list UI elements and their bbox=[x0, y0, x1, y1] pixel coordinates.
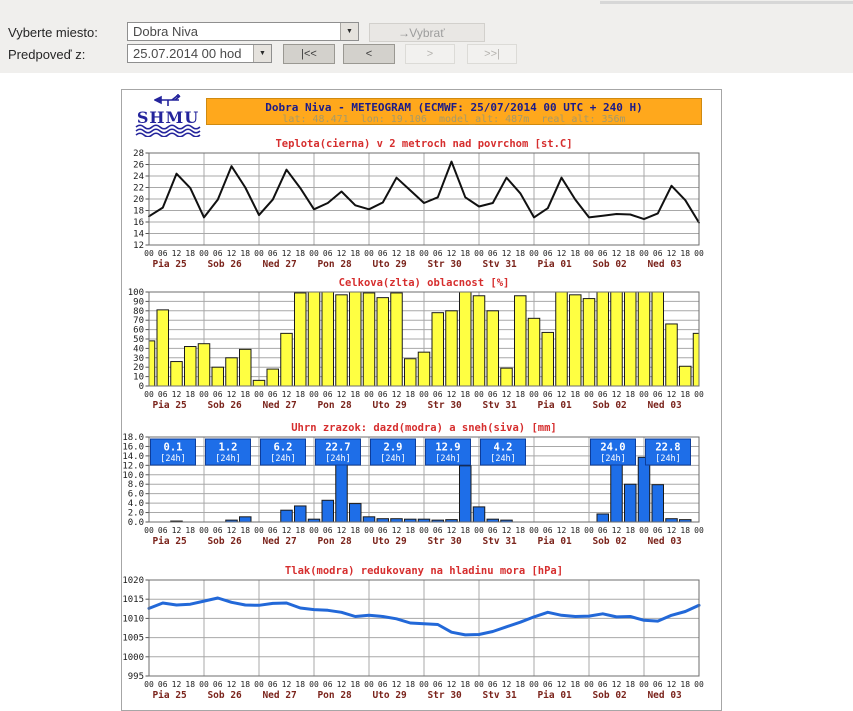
svg-text:12: 12 bbox=[501, 249, 512, 258]
svg-text:00: 00 bbox=[199, 680, 209, 689]
svg-text:1000: 1000 bbox=[122, 652, 144, 663]
svg-text:24.0: 24.0 bbox=[600, 441, 626, 454]
svg-text:06: 06 bbox=[542, 390, 553, 399]
svg-text:00: 00 bbox=[639, 249, 649, 258]
forecast-combobox[interactable] bbox=[127, 44, 272, 63]
svg-text:06: 06 bbox=[432, 680, 443, 689]
place-label: Vyberte miesto: bbox=[8, 25, 98, 40]
svg-text:18: 18 bbox=[625, 680, 636, 689]
svg-text:06: 06 bbox=[597, 680, 608, 689]
svg-text:00: 00 bbox=[254, 249, 264, 258]
svg-text:12: 12 bbox=[171, 526, 182, 535]
svg-text:Sob 26: Sob 26 bbox=[207, 400, 242, 411]
svg-text:06: 06 bbox=[597, 390, 608, 399]
place-dropdown-arrow-icon[interactable]: ▼ bbox=[340, 23, 358, 40]
svg-text:00: 00 bbox=[584, 680, 594, 689]
svg-text:18: 18 bbox=[240, 526, 251, 535]
svg-text:06: 06 bbox=[377, 249, 388, 258]
svg-text:12: 12 bbox=[391, 249, 402, 258]
svg-text:00: 00 bbox=[584, 249, 594, 258]
svg-text:14.0: 14.0 bbox=[122, 451, 144, 462]
waves-icon bbox=[135, 124, 201, 137]
svg-text:Ned 03: Ned 03 bbox=[647, 400, 682, 411]
svg-text:12: 12 bbox=[336, 526, 347, 535]
svg-text:06: 06 bbox=[432, 249, 443, 258]
svg-text:22: 22 bbox=[133, 183, 144, 194]
svg-text:06: 06 bbox=[322, 249, 333, 258]
svg-text:12: 12 bbox=[133, 241, 144, 251]
svg-text:Tlak(modra) redukovany na hlad: Tlak(modra) redukovany na hladinu mora [hPa] bbox=[284, 565, 564, 577]
svg-text:12: 12 bbox=[281, 526, 292, 535]
svg-text:18: 18 bbox=[133, 206, 144, 217]
svg-text:1.2: 1.2 bbox=[218, 441, 238, 454]
svg-text:06: 06 bbox=[542, 526, 553, 535]
svg-text:2.9: 2.9 bbox=[383, 441, 403, 454]
svg-text:18: 18 bbox=[405, 249, 416, 258]
meteogram-title: Dobra Niva - METEOGRAM (ECMWF: 25/07/2014 00 UTC + 240 H) bbox=[265, 101, 643, 114]
svg-text:00: 00 bbox=[694, 526, 704, 535]
forecast-dropdown-arrow-icon[interactable]: ▼ bbox=[253, 45, 271, 62]
svg-text:Sob 02: Sob 02 bbox=[592, 690, 627, 701]
arrow-right-icon: → bbox=[398, 25, 410, 40]
svg-text:12: 12 bbox=[336, 680, 347, 689]
chart-temperature bbox=[133, 138, 704, 270]
svg-text:100: 100 bbox=[127, 288, 144, 298]
svg-text:06: 06 bbox=[652, 526, 663, 535]
svg-text:18: 18 bbox=[625, 390, 636, 399]
svg-text:06: 06 bbox=[652, 390, 663, 399]
svg-text:00: 00 bbox=[254, 390, 264, 399]
svg-text:[24h]: [24h] bbox=[600, 454, 626, 464]
svg-text:06: 06 bbox=[322, 526, 333, 535]
logo-text: SHMU bbox=[136, 108, 200, 127]
svg-text:00: 00 bbox=[144, 390, 154, 399]
svg-text:00: 00 bbox=[584, 390, 594, 399]
svg-text:12: 12 bbox=[391, 526, 402, 535]
svg-text:00: 00 bbox=[364, 680, 374, 689]
shmu-logo bbox=[130, 93, 206, 135]
svg-text:06: 06 bbox=[212, 249, 223, 258]
place-value: Dobra Niva bbox=[133, 24, 199, 39]
svg-text:1010: 1010 bbox=[122, 614, 144, 625]
svg-text:12: 12 bbox=[446, 526, 457, 535]
svg-text:[24h]: [24h] bbox=[325, 454, 351, 464]
svg-text:00: 00 bbox=[694, 249, 704, 258]
svg-text:12: 12 bbox=[666, 390, 677, 399]
next-forecast-button[interactable]: > bbox=[405, 44, 455, 64]
svg-text:Pon 28: Pon 28 bbox=[317, 690, 352, 701]
svg-text:00: 00 bbox=[474, 680, 484, 689]
svg-text:18: 18 bbox=[350, 526, 361, 535]
svg-text:[24h]: [24h] bbox=[215, 454, 241, 464]
svg-text:Uto 29: Uto 29 bbox=[372, 536, 407, 547]
svg-text:18: 18 bbox=[405, 390, 416, 399]
svg-text:18: 18 bbox=[460, 390, 471, 399]
svg-text:00: 00 bbox=[199, 390, 209, 399]
svg-text:12: 12 bbox=[171, 390, 182, 399]
svg-text:12: 12 bbox=[611, 390, 622, 399]
svg-text:18: 18 bbox=[185, 390, 196, 399]
svg-text:06: 06 bbox=[652, 249, 663, 258]
svg-text:Sob 02: Sob 02 bbox=[592, 259, 627, 270]
svg-text:8.0: 8.0 bbox=[127, 480, 144, 491]
svg-text:00: 00 bbox=[584, 526, 594, 535]
svg-text:12.0: 12.0 bbox=[122, 461, 144, 472]
svg-text:18: 18 bbox=[350, 249, 361, 258]
svg-text:06: 06 bbox=[267, 390, 278, 399]
toolbar bbox=[0, 0, 853, 73]
svg-text:06: 06 bbox=[487, 249, 498, 258]
svg-text:06: 06 bbox=[542, 680, 553, 689]
svg-text:00: 00 bbox=[144, 526, 154, 535]
meteogram-header-banner bbox=[206, 98, 702, 125]
svg-text:18: 18 bbox=[680, 680, 691, 689]
svg-text:18: 18 bbox=[295, 390, 306, 399]
svg-text:12: 12 bbox=[226, 680, 237, 689]
svg-text:Ned 03: Ned 03 bbox=[647, 259, 682, 270]
svg-text:Str 30: Str 30 bbox=[427, 259, 462, 270]
svg-text:12: 12 bbox=[556, 680, 567, 689]
svg-text:06: 06 bbox=[157, 249, 168, 258]
svg-text:00: 00 bbox=[419, 680, 429, 689]
svg-text:Pia 25: Pia 25 bbox=[152, 259, 187, 270]
svg-text:18: 18 bbox=[515, 249, 526, 258]
meteogram-panel bbox=[121, 89, 722, 711]
svg-text:18: 18 bbox=[680, 390, 691, 399]
prev-forecast-button[interactable]: < bbox=[343, 44, 395, 64]
svg-text:4.0: 4.0 bbox=[127, 499, 144, 510]
svg-text:00: 00 bbox=[694, 390, 704, 399]
svg-text:Uto 29: Uto 29 bbox=[372, 400, 407, 411]
svg-text:Sob 26: Sob 26 bbox=[207, 259, 242, 270]
svg-text:[24h]: [24h] bbox=[160, 454, 186, 464]
svg-text:18: 18 bbox=[680, 526, 691, 535]
svg-text:00: 00 bbox=[309, 526, 319, 535]
svg-text:[24h]: [24h] bbox=[435, 454, 461, 464]
svg-text:18: 18 bbox=[460, 680, 471, 689]
svg-text:00: 00 bbox=[309, 249, 319, 258]
svg-text:12: 12 bbox=[666, 680, 677, 689]
svg-text:18: 18 bbox=[570, 680, 581, 689]
svg-text:18: 18 bbox=[185, 526, 196, 535]
svg-text:06: 06 bbox=[487, 526, 498, 535]
svg-text:12: 12 bbox=[666, 249, 677, 258]
forecast-value: 25.07.2014 00 hod bbox=[133, 46, 242, 61]
meteogram-charts bbox=[122, 90, 721, 708]
svg-text:18: 18 bbox=[185, 680, 196, 689]
svg-text:1005: 1005 bbox=[122, 633, 144, 644]
svg-text:12: 12 bbox=[226, 526, 237, 535]
svg-text:00: 00 bbox=[144, 680, 154, 689]
svg-text:18: 18 bbox=[185, 249, 196, 258]
svg-text:Pia 25: Pia 25 bbox=[152, 400, 187, 411]
svg-text:Pon 28: Pon 28 bbox=[317, 536, 352, 547]
svg-text:18: 18 bbox=[515, 526, 526, 535]
svg-text:Pia 01: Pia 01 bbox=[537, 536, 572, 547]
svg-text:06: 06 bbox=[487, 390, 498, 399]
svg-text:12: 12 bbox=[226, 249, 237, 258]
svg-text:20: 20 bbox=[133, 363, 144, 374]
svg-text:995: 995 bbox=[127, 672, 144, 682]
svg-text:16.0: 16.0 bbox=[122, 442, 144, 453]
svg-text:80: 80 bbox=[133, 306, 144, 317]
svg-text:06: 06 bbox=[597, 526, 608, 535]
svg-text:Stv 31: Stv 31 bbox=[482, 259, 517, 270]
svg-text:Ned 27: Ned 27 bbox=[262, 536, 297, 547]
svg-text:0.1: 0.1 bbox=[163, 441, 183, 454]
svg-text:12.9: 12.9 bbox=[435, 441, 461, 454]
svg-text:06: 06 bbox=[652, 680, 663, 689]
svg-text:06: 06 bbox=[157, 526, 168, 535]
svg-text:00: 00 bbox=[144, 249, 154, 258]
svg-text:06: 06 bbox=[377, 526, 388, 535]
svg-text:00: 00 bbox=[199, 249, 209, 258]
svg-text:00: 00 bbox=[254, 526, 264, 535]
svg-text:06: 06 bbox=[212, 680, 223, 689]
place-combobox[interactable] bbox=[127, 22, 359, 41]
svg-text:Ned 27: Ned 27 bbox=[262, 690, 297, 701]
svg-text:18: 18 bbox=[295, 249, 306, 258]
svg-text:90: 90 bbox=[133, 297, 144, 308]
svg-text:12: 12 bbox=[501, 680, 512, 689]
svg-text:00: 00 bbox=[419, 390, 429, 399]
first-forecast-button[interactable]: |<< bbox=[283, 44, 335, 64]
meteogram-subtitle: lat: 48.471 lon: 19.106 model_alt: 487m real_alt: 356m bbox=[282, 114, 626, 125]
svg-text:16: 16 bbox=[133, 218, 144, 228]
weather-vane-icon bbox=[154, 93, 182, 106]
svg-text:Ned 27: Ned 27 bbox=[262, 400, 297, 411]
svg-text:12: 12 bbox=[611, 526, 622, 535]
chart-pressure bbox=[122, 565, 704, 701]
svg-text:06: 06 bbox=[157, 390, 168, 399]
select-button[interactable] bbox=[369, 23, 485, 42]
svg-text:00: 00 bbox=[419, 526, 429, 535]
svg-text:Str 30: Str 30 bbox=[427, 536, 462, 547]
svg-text:18: 18 bbox=[405, 680, 416, 689]
svg-text:22.8: 22.8 bbox=[655, 441, 681, 454]
svg-text:Pia 01: Pia 01 bbox=[537, 259, 572, 270]
svg-text:Sob 26: Sob 26 bbox=[207, 690, 242, 701]
svg-text:06: 06 bbox=[322, 390, 333, 399]
svg-text:12: 12 bbox=[611, 680, 622, 689]
svg-text:00: 00 bbox=[364, 526, 374, 535]
svg-text:18: 18 bbox=[680, 249, 691, 258]
svg-text:Pon 28: Pon 28 bbox=[317, 400, 352, 411]
svg-text:50: 50 bbox=[133, 335, 144, 345]
svg-text:Ned 03: Ned 03 bbox=[647, 536, 682, 547]
svg-text:18: 18 bbox=[240, 390, 251, 399]
svg-text:00: 00 bbox=[474, 526, 484, 535]
svg-text:18: 18 bbox=[515, 390, 526, 399]
svg-text:26: 26 bbox=[133, 160, 144, 171]
svg-text:12: 12 bbox=[171, 249, 182, 258]
svg-text:00: 00 bbox=[254, 680, 264, 689]
chart-cloudiness bbox=[128, 277, 705, 411]
svg-text:18: 18 bbox=[570, 249, 581, 258]
svg-text:06: 06 bbox=[212, 390, 223, 399]
svg-text:06: 06 bbox=[487, 680, 498, 689]
svg-text:00: 00 bbox=[364, 390, 374, 399]
svg-text:18: 18 bbox=[625, 526, 636, 535]
svg-text:18: 18 bbox=[460, 526, 471, 535]
svg-text:12: 12 bbox=[336, 249, 347, 258]
svg-text:4.2: 4.2 bbox=[493, 441, 513, 454]
svg-text:18: 18 bbox=[625, 249, 636, 258]
svg-text:12: 12 bbox=[281, 390, 292, 399]
svg-text:00: 00 bbox=[529, 390, 539, 399]
svg-text:[24h]: [24h] bbox=[270, 454, 296, 464]
svg-text:18: 18 bbox=[350, 680, 361, 689]
select-button-label: Vybrať bbox=[409, 25, 445, 40]
svg-text:06: 06 bbox=[432, 390, 443, 399]
svg-text:70: 70 bbox=[133, 316, 144, 327]
svg-text:00: 00 bbox=[529, 680, 539, 689]
svg-text:06: 06 bbox=[377, 680, 388, 689]
svg-text:00: 00 bbox=[639, 390, 649, 399]
svg-text:12: 12 bbox=[611, 249, 622, 258]
svg-text:Stv 31: Stv 31 bbox=[482, 690, 517, 701]
svg-text:30: 30 bbox=[133, 353, 144, 364]
svg-text:Str 30: Str 30 bbox=[427, 690, 462, 701]
svg-text:18: 18 bbox=[570, 390, 581, 399]
svg-text:00: 00 bbox=[639, 680, 649, 689]
svg-text:Ned 03: Ned 03 bbox=[647, 690, 682, 701]
svg-text:Str 30: Str 30 bbox=[427, 400, 462, 411]
svg-text:00: 00 bbox=[309, 680, 319, 689]
svg-text:06: 06 bbox=[322, 680, 333, 689]
svg-text:[24h]: [24h] bbox=[380, 454, 406, 464]
svg-text:6.2: 6.2 bbox=[273, 441, 293, 454]
svg-text:12: 12 bbox=[281, 680, 292, 689]
svg-text:12: 12 bbox=[171, 680, 182, 689]
svg-text:Teplota(cierna) v 2 metroch na: Teplota(cierna) v 2 metroch nad povrchom [st.C] bbox=[275, 138, 573, 150]
svg-text:00: 00 bbox=[694, 680, 704, 689]
svg-text:Sob 02: Sob 02 bbox=[592, 400, 627, 411]
last-forecast-button[interactable]: >>| bbox=[467, 44, 517, 64]
svg-text:00: 00 bbox=[474, 390, 484, 399]
svg-text:22.7: 22.7 bbox=[325, 441, 351, 454]
svg-text:12: 12 bbox=[336, 390, 347, 399]
svg-text:06: 06 bbox=[542, 249, 553, 258]
svg-text:12: 12 bbox=[446, 249, 457, 258]
svg-text:12: 12 bbox=[501, 526, 512, 535]
svg-text:00: 00 bbox=[364, 249, 374, 258]
svg-text:18: 18 bbox=[240, 249, 251, 258]
svg-text:12: 12 bbox=[391, 390, 402, 399]
svg-text:0.0: 0.0 bbox=[127, 518, 144, 528]
svg-text:12: 12 bbox=[556, 249, 567, 258]
svg-text:06: 06 bbox=[267, 680, 278, 689]
svg-text:12: 12 bbox=[226, 390, 237, 399]
svg-text:06: 06 bbox=[157, 680, 168, 689]
svg-text:00: 00 bbox=[309, 390, 319, 399]
svg-text:24: 24 bbox=[133, 172, 144, 182]
svg-text:06: 06 bbox=[432, 526, 443, 535]
svg-text:18: 18 bbox=[405, 526, 416, 535]
svg-text:14: 14 bbox=[133, 229, 144, 240]
svg-text:Pia 01: Pia 01 bbox=[537, 690, 572, 701]
svg-text:60: 60 bbox=[133, 325, 144, 336]
svg-text:Sob 02: Sob 02 bbox=[592, 536, 627, 547]
forecast-label: Predpoveď z: bbox=[8, 47, 86, 62]
svg-text:Sob 26: Sob 26 bbox=[207, 536, 242, 547]
svg-text:12: 12 bbox=[281, 249, 292, 258]
svg-text:Ned 27: Ned 27 bbox=[262, 259, 297, 270]
svg-text:0: 0 bbox=[138, 382, 144, 392]
svg-text:Stv 31: Stv 31 bbox=[482, 536, 517, 547]
svg-text:Uhrn zrazok: dazd(modra) a sne: Uhrn zrazok: dazd(modra) a sneh(siva) [mm] bbox=[291, 422, 557, 434]
svg-text:6.0: 6.0 bbox=[127, 489, 144, 500]
svg-text:12: 12 bbox=[666, 526, 677, 535]
svg-text:00: 00 bbox=[474, 249, 484, 258]
svg-text:18: 18 bbox=[350, 390, 361, 399]
svg-text:18: 18 bbox=[240, 680, 251, 689]
chart-precipitation bbox=[122, 422, 704, 547]
svg-text:12: 12 bbox=[556, 390, 567, 399]
svg-text:20: 20 bbox=[133, 195, 144, 205]
svg-text:18: 18 bbox=[570, 526, 581, 535]
svg-text:12: 12 bbox=[391, 680, 402, 689]
svg-text:12: 12 bbox=[446, 390, 457, 399]
svg-text:Pia 01: Pia 01 bbox=[537, 400, 572, 411]
svg-text:Uto 29: Uto 29 bbox=[372, 259, 407, 270]
svg-text:1015: 1015 bbox=[122, 595, 144, 606]
top-divider bbox=[600, 1, 853, 4]
svg-text:12: 12 bbox=[446, 680, 457, 689]
svg-text:00: 00 bbox=[199, 526, 209, 535]
svg-text:1020: 1020 bbox=[122, 576, 144, 586]
svg-text:[24h]: [24h] bbox=[655, 454, 681, 464]
svg-text:10.0: 10.0 bbox=[122, 470, 144, 481]
svg-text:40: 40 bbox=[133, 344, 144, 355]
svg-text:Celkova(zlta) oblacnost [%]: Celkova(zlta) oblacnost [%] bbox=[338, 277, 510, 289]
svg-text:06: 06 bbox=[377, 390, 388, 399]
svg-text:18.0: 18.0 bbox=[122, 433, 144, 443]
svg-text:2.0: 2.0 bbox=[127, 508, 144, 519]
svg-text:12: 12 bbox=[501, 390, 512, 399]
svg-text:06: 06 bbox=[267, 249, 278, 258]
svg-text:00: 00 bbox=[529, 249, 539, 258]
svg-text:10: 10 bbox=[133, 372, 144, 383]
svg-text:28: 28 bbox=[133, 149, 144, 159]
svg-text:06: 06 bbox=[597, 249, 608, 258]
svg-text:Pon 28: Pon 28 bbox=[317, 259, 352, 270]
svg-text:18: 18 bbox=[295, 526, 306, 535]
svg-text:Pia 25: Pia 25 bbox=[152, 690, 187, 701]
svg-text:Pia 25: Pia 25 bbox=[152, 536, 187, 547]
svg-text:06: 06 bbox=[212, 526, 223, 535]
svg-text:Stv 31: Stv 31 bbox=[482, 400, 517, 411]
svg-text:[24h]: [24h] bbox=[490, 454, 516, 464]
svg-text:18: 18 bbox=[515, 680, 526, 689]
svg-text:00: 00 bbox=[639, 526, 649, 535]
svg-text:Uto 29: Uto 29 bbox=[372, 690, 407, 701]
svg-text:18: 18 bbox=[460, 249, 471, 258]
svg-text:18: 18 bbox=[295, 680, 306, 689]
svg-text:06: 06 bbox=[267, 526, 278, 535]
svg-text:00: 00 bbox=[529, 526, 539, 535]
svg-text:00: 00 bbox=[419, 249, 429, 258]
svg-text:12: 12 bbox=[556, 526, 567, 535]
